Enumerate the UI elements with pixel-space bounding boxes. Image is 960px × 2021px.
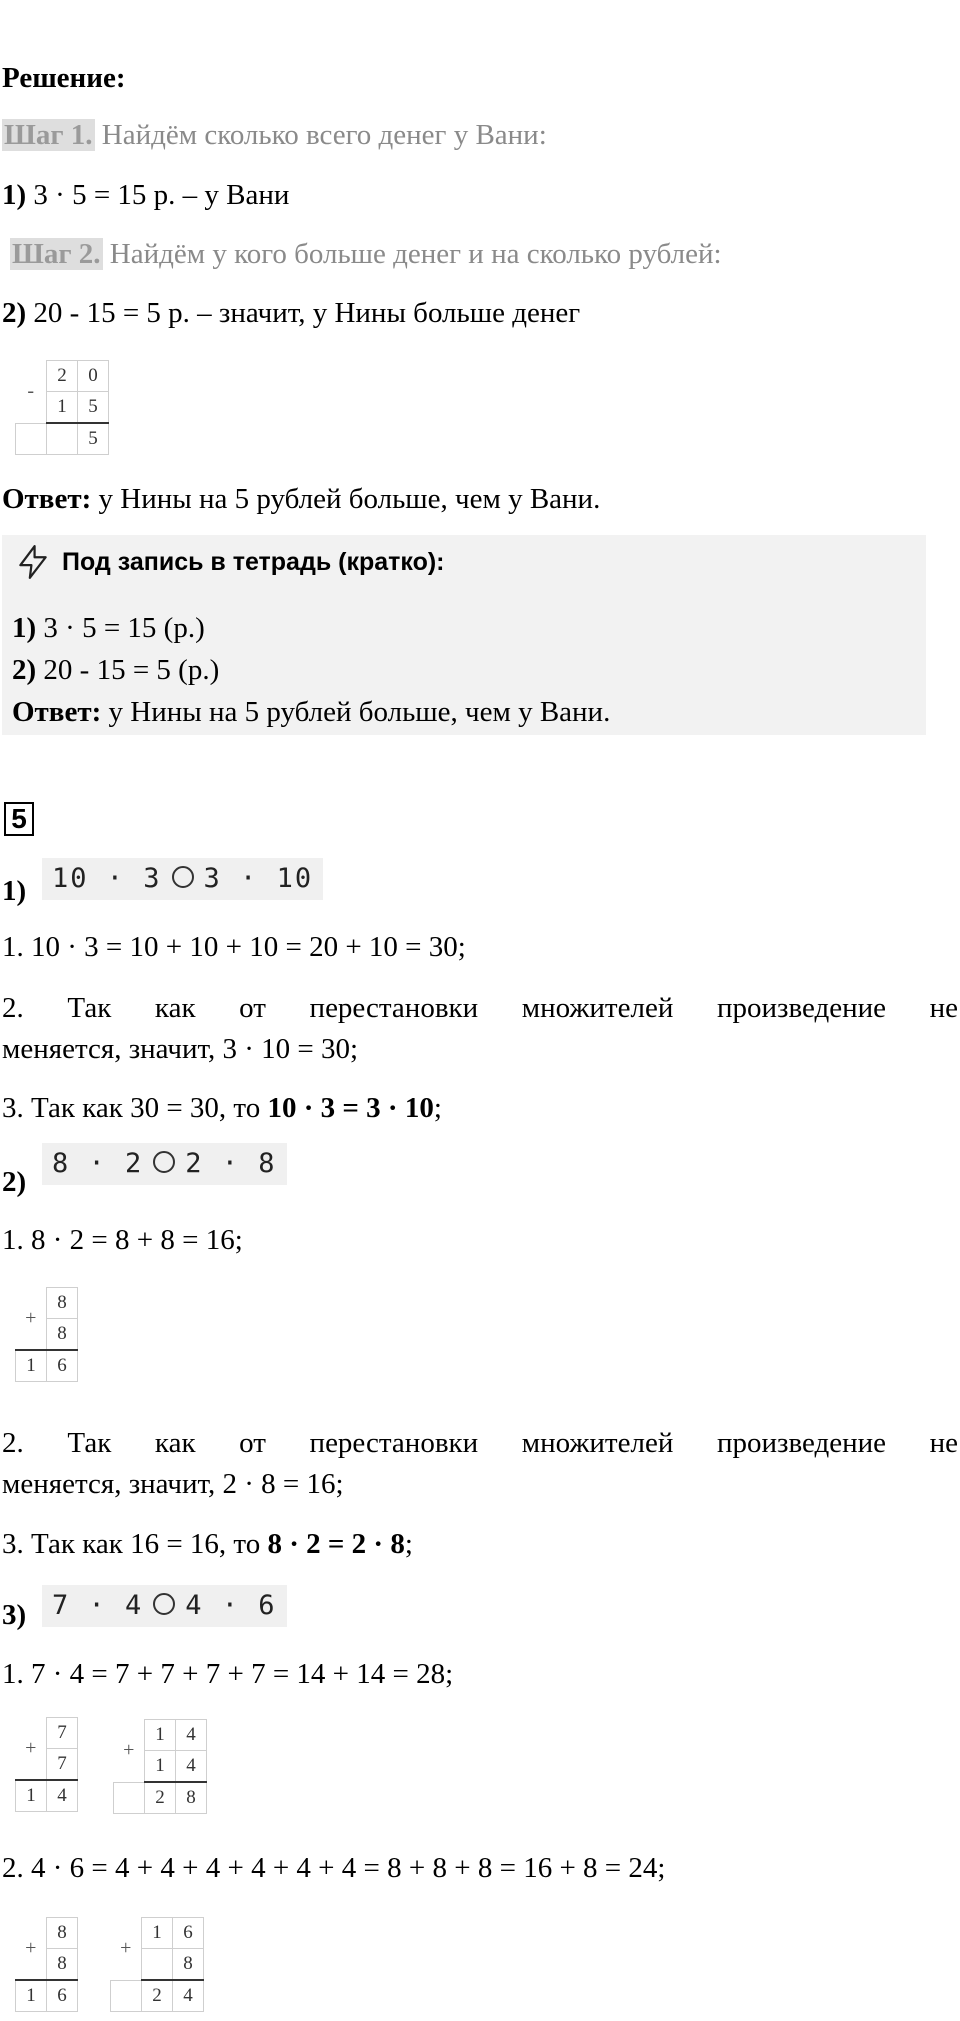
note-answer (12, 694, 610, 730)
p3-step-1: 1. 7 · 4 = 7 + 7 + 7 + 7 = 14 + 14 = 28; (2, 1658, 454, 1690)
step-2-text: Найдём у кого больше денег и на сколько рублей: (109, 238, 722, 270)
answer-text: у Нины на 5 рублей больше, чем у Вани. (98, 483, 601, 515)
digit: 4 (176, 1751, 207, 1783)
p1-step-1: 1. 10 · 3 = 10 + 10 + 10 = 20 + 10 = 30; (2, 931, 466, 963)
step-result: 10 · 3 = 3 · 10 (267, 1092, 434, 1124)
line-number: 1) (2, 179, 27, 211)
line-text: 3 · 5 = 15 (р.) (43, 612, 205, 644)
solution-line-2 (2, 295, 580, 331)
digit: 1 (16, 1350, 47, 1382)
note-line-1 (12, 610, 205, 646)
notebook-note-block (2, 535, 926, 735)
empty-cell (114, 1782, 145, 1814)
digit: 8 (47, 1319, 78, 1351)
step-text: 3. Так как 16 = 16, то (2, 1528, 261, 1560)
lightning-icon (14, 543, 52, 581)
digit: 2 (145, 1782, 176, 1814)
solution-heading: Решение: (2, 62, 126, 94)
digit: 7 (47, 1718, 78, 1749)
operator: + (25, 1736, 37, 1759)
step-text: 3. Так как 30 = 30, то (2, 1092, 261, 1124)
digit: 0 (78, 361, 109, 392)
expression-image-2 (42, 1143, 287, 1185)
digit: 6 (47, 1350, 78, 1382)
digit: 1 (47, 392, 78, 424)
addition-grid (15, 1717, 78, 1812)
digit: 8 (47, 1918, 78, 1949)
addition-grid (110, 1917, 204, 2012)
empty-cell (142, 1949, 173, 1981)
part-1-number: 1) (2, 875, 27, 907)
line-number: 1) (12, 612, 37, 644)
p1-step-3 (2, 1090, 442, 1126)
note-line-2 (12, 652, 219, 688)
digit: 8 (47, 1949, 78, 1981)
task-number-box (4, 802, 34, 836)
operator: + (25, 1936, 37, 1959)
p1-step-2a: 2. Так как от перестановки множителей произведение не (2, 992, 958, 1024)
part-2-number: 2) (2, 1166, 27, 1198)
digit: 1 (145, 1751, 176, 1783)
empty-cell (111, 1980, 142, 2012)
expression-image-1 (42, 858, 323, 900)
digit: 1 (16, 1980, 47, 2012)
empty-cell (16, 423, 47, 455)
step-punct: ; (433, 1092, 442, 1124)
operator: + (123, 1739, 135, 1761)
operator: - (27, 380, 35, 402)
answer-line (2, 481, 600, 517)
expr-left: 8 · 2 (52, 1148, 144, 1179)
addition-grid (15, 1917, 78, 2012)
digit: 8 (173, 1949, 204, 1981)
line-text: 20 - 15 = 5 (р.) (43, 654, 220, 686)
answer-label: Ответ: (2, 483, 92, 515)
solution-line-1 (2, 177, 289, 213)
digit: 2 (47, 361, 78, 392)
operator: + (120, 1937, 132, 1959)
p2-step-3 (2, 1526, 413, 1562)
digit: 1 (142, 1918, 173, 1949)
expr-right: 4 · 6 (185, 1590, 277, 1621)
p3-step-2: 2. 4 · 6 = 4 + 4 + 4 + 4 + 4 + 4 = 8 + 8 + 8 = 16 + 8 = 24; (2, 1852, 666, 1884)
step-result: 8 · 2 = 2 · 8 (267, 1528, 405, 1560)
digit: 1 (16, 1780, 47, 1812)
digit: 4 (173, 1980, 204, 2012)
step-1-text: Найдём сколько всего денег у Вани: (101, 119, 547, 151)
expression-image-3 (42, 1585, 287, 1627)
digit: 6 (47, 1980, 78, 2012)
digit: 5 (78, 392, 109, 424)
subtraction-grid (15, 360, 109, 455)
expr-left: 7 · 4 (52, 1590, 144, 1621)
digit: 5 (78, 423, 109, 455)
task-number: 5 (4, 802, 34, 836)
expr-right: 2 · 8 (185, 1148, 277, 1179)
answer-label: Ответ: (12, 696, 102, 728)
p2-step-1: 1. 8 · 2 = 8 + 8 = 16; (2, 1224, 243, 1256)
compare-circle-icon (153, 1593, 175, 1615)
line-number: 2) (2, 297, 27, 329)
expr-left: 10 · 3 (52, 863, 162, 894)
line-text: 3 · 5 = 15 р. – у Вани (33, 179, 290, 211)
step-1 (2, 117, 547, 153)
expr-right: 3 · 10 (203, 863, 314, 894)
p2-step-2b: меняется, значит, 2 · 8 = 16; (2, 1468, 344, 1500)
step-2-label: Шаг 2. (12, 238, 101, 270)
line-text: 20 - 15 = 5 р. – значит, у Нины больше денег (33, 297, 581, 329)
digit: 4 (176, 1720, 207, 1751)
digit: 8 (47, 1288, 78, 1319)
addition-grid (15, 1287, 78, 1382)
empty-cell (47, 423, 78, 455)
note-title: Под запись в тетрадь (кратко): (62, 547, 445, 576)
digit: 2 (142, 1980, 173, 2012)
step-1-label: Шаг 1. (4, 119, 93, 151)
step-punct: ; (404, 1528, 413, 1560)
note-header (14, 543, 445, 581)
operator: + (25, 1306, 37, 1329)
digit: 8 (176, 1782, 207, 1814)
digit: 6 (173, 1918, 204, 1949)
p2-step-2a: 2. Так как от перестановки множителей произведение не (2, 1427, 958, 1459)
digit: 1 (145, 1720, 176, 1751)
digit: 7 (47, 1749, 78, 1781)
part-3-number: 3) (2, 1599, 27, 1631)
step-2 (10, 236, 722, 272)
p1-step-2b: меняется, значит, 3 · 10 = 30; (2, 1033, 359, 1065)
addition-grid (113, 1719, 207, 1814)
line-number: 2) (12, 654, 37, 686)
compare-circle-icon (153, 1151, 175, 1173)
compare-circle-icon (172, 866, 194, 888)
answer-text: у Нины на 5 рублей больше, чем у Вани. (108, 696, 611, 728)
digit: 4 (47, 1780, 78, 1812)
